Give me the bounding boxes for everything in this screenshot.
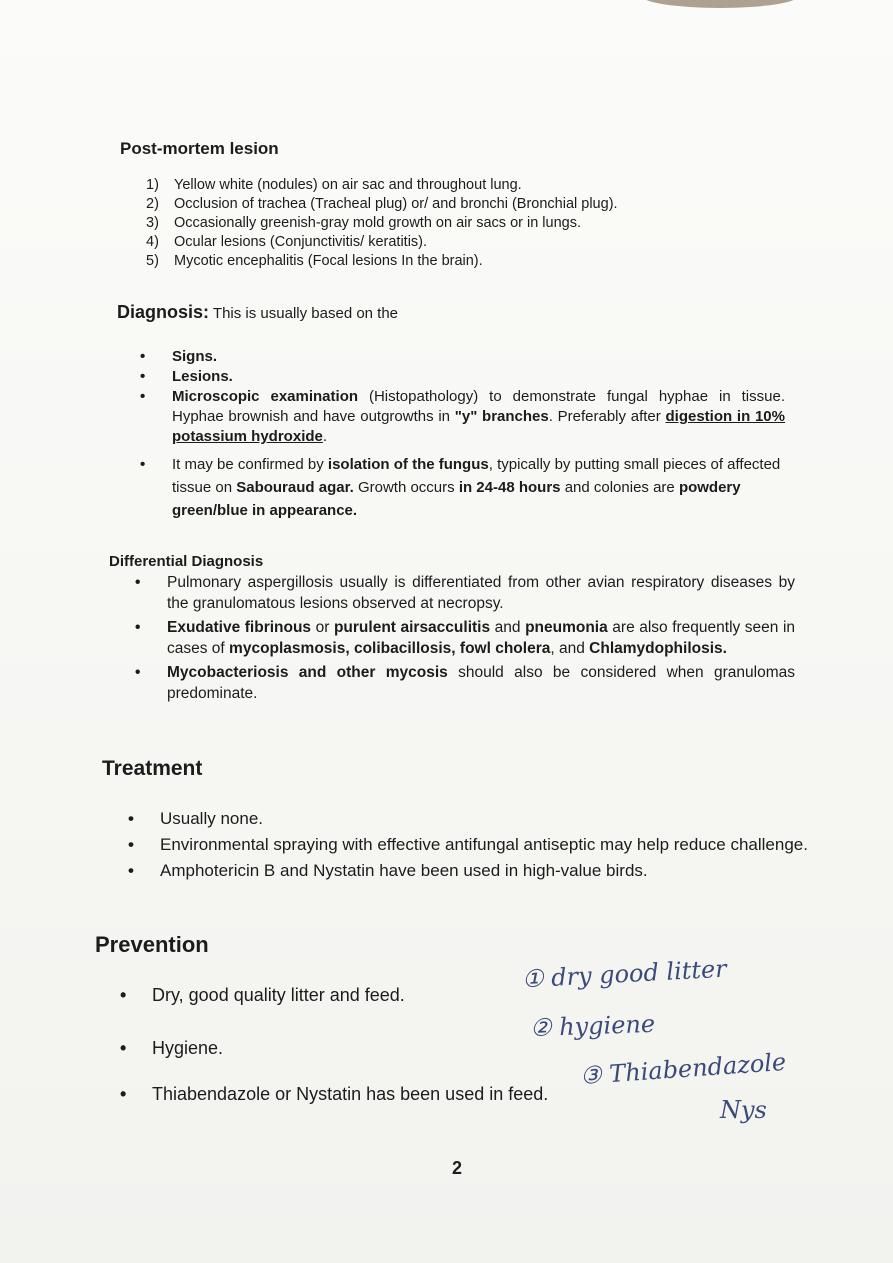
list-item: • Exudative fibrinous or purulent airsacculitis and pneumonia are also frequently seen in cases of mycoplasmosis, colibacillosis, fowl cholera, and Chlamydophilosis.: [135, 617, 795, 659]
list-item: • Amphotericin B and Nystatin have been used in high-value birds.: [128, 859, 812, 882]
handwritten-note-1: ① dry good litter: [521, 954, 728, 994]
page-number: 2: [452, 1158, 463, 1178]
list-item: • It may be confirmed by isolation of the fungus, typically by putting small pieces of affected tissue on Sabouraud agar. Growth occurs in 24-48 hours and colonies are powdery green/blue in appearance.: [140, 453, 785, 522]
postmortem-heading: Post-mortem lesion: [120, 139, 279, 158]
prevention-heading: Prevention: [95, 932, 209, 957]
handwritten-note-3: ③ Thiabendazole: [579, 1047, 787, 1091]
differential-heading: Differential Diagnosis: [109, 553, 264, 570]
list-item: 2) Occlusion of trachea (Tracheal plug) or/ and bronchi (Bronchial plug).: [146, 196, 618, 212]
list-item: • Microscopic examination (Histopathology) to demonstrate fungal hyphae in tissue. Hyphae brownish and have outgrowths in "y" branches. Preferably after digestion in 10% potassium hydroxide.: [140, 387, 785, 447]
diagnosis-list: [140, 347, 785, 522]
list-item: • Hygiene.: [120, 1038, 640, 1084]
page-edge-shadow: [640, 0, 800, 8]
list-item: 5) Mycotic encephalitis (Focal lesions In the brain).: [146, 253, 483, 269]
differential-list: [135, 572, 795, 704]
list-item: • Environmental spraying with effective antifungal antiseptic may help reduce challenge.: [128, 833, 812, 856]
list-item: • Signs.: [140, 347, 785, 367]
list-item: • Usually none.: [128, 807, 812, 830]
list-item: • Lesions.: [140, 367, 785, 387]
list-item: 3) Occasionally greenish-gray mold growth on air sacs or in lungs.: [146, 215, 581, 231]
prevention-list: [120, 985, 640, 1105]
list-item: 4) Ocular lesions (Conjunctivitis/ keratitis).: [146, 234, 428, 250]
diagnosis-intro: Diagnosis: This is usually based on the: [117, 302, 399, 322]
handwritten-note-2: ② hygiene: [529, 1009, 656, 1043]
treatment-list: [128, 807, 812, 882]
list-item: • Dry, good quality litter and feed.: [120, 985, 640, 1038]
list-item: 1) Yellow white (nodules) on air sac and throughout lung.: [146, 177, 522, 193]
treatment-heading: Treatment: [102, 757, 203, 780]
handwritten-note-4: Nys: [720, 1096, 767, 1124]
diagnosis-label: Diagnosis:: [117, 302, 210, 322]
list-item: • Pulmonary aspergillosis usually is differentiated from other avian respiratory diseases by the granulomatous lesions observed at necropsy.: [135, 572, 795, 614]
list-item: • Thiabendazole or Nystatin has been used in feed.: [120, 1084, 640, 1105]
postmortem-list: [146, 176, 618, 271]
list-item: • Mycobacteriosis and other mycosis should also be considered when granulomas predominate.: [135, 662, 795, 704]
